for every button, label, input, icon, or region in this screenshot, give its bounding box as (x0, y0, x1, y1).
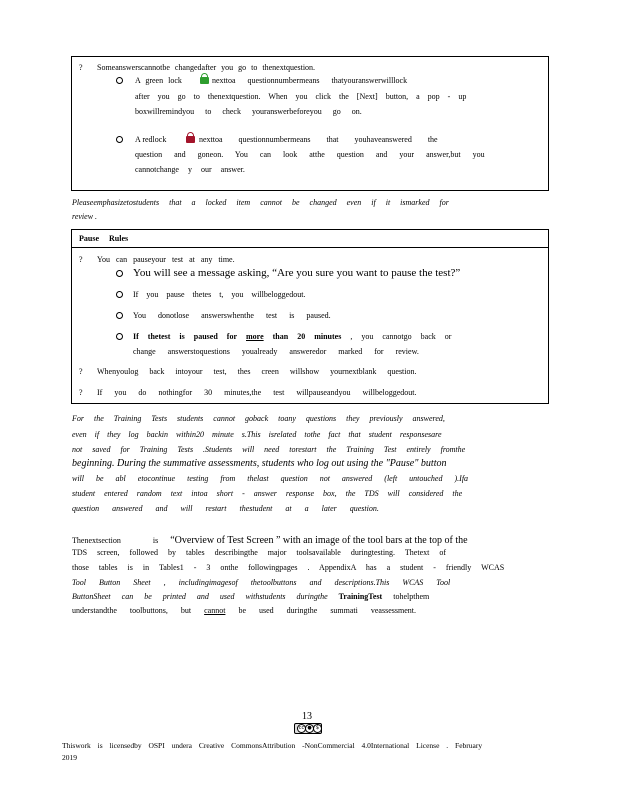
emphasis-note-line2: review . (72, 212, 98, 221)
circle-bullet-icon (116, 136, 123, 143)
emphasis-note-line1: Pleaseemphasizetostudents that a locked item cannot be changed even if it ismarked for (72, 198, 449, 207)
next-line5 (72, 591, 429, 602)
next-line5-bold: TrainingTest (338, 592, 383, 601)
green-lock-line1b: nexttoa questionnumbermeans thatyouranswerwilllock (212, 76, 408, 85)
pause-item3: If you do nothingfor 30 minutes,the test willpauseandyou willbeloggedout. (97, 388, 417, 397)
circle-bullet-icon (116, 333, 123, 340)
pause-sub3: You donotlose answerswhenthe test is paused. (133, 311, 331, 320)
green-lock-line2: after you go to thenextquestion. When you click the [Next] button, a pop - up (135, 92, 467, 101)
next-line1 (72, 530, 468, 548)
next-line1a: Thenextsection is (72, 536, 159, 545)
page-number: 13 (302, 711, 312, 722)
red-lock-line1a: A redlock (135, 135, 167, 144)
pause-sub4-bold-a: If thetest is paused for (133, 332, 237, 341)
green-lock-line1a: A green lock (135, 76, 182, 85)
license-text: Thiswork is licensedby OSPI undera Creative CommonsAttribution -NonCommercial 4.0International License . February (62, 741, 483, 750)
pause-sub4-rest: , you cannotgo back or (350, 332, 452, 341)
pause-item2: Whenyoulog back intoyour test, thes creen willshow yournextblank question. (97, 367, 417, 376)
pause-sub1: You will see a message asking, “Are you sure you want to pause the test?” (133, 267, 461, 279)
next-line6b: be used duringthe summati veassessment. (238, 606, 416, 615)
red-lock-line1b: nexttoa questionnumbermeans that youhaveanswered the (199, 135, 438, 144)
green-lock-line3: boxwillremindyou to check youranswerbeforeyou go on. (135, 107, 362, 116)
circle-bullet-icon (116, 270, 123, 277)
circle-bullet-icon (116, 77, 123, 84)
pause-sub4-underline: more (246, 332, 264, 341)
license-year: 2019 (62, 753, 77, 762)
next-line5c: tohelpthem (393, 592, 430, 601)
green-lock-icon (200, 73, 209, 84)
next-line1b: “Overview of Test Screen ” with an image of the tool bars at the top of the (170, 535, 468, 546)
training-line7: question answered and will restart thestudent at a later question. (72, 504, 379, 513)
training-line5: will be abl etocontinue testing from thelast question not answered (left untouched ).Ifa (72, 474, 469, 483)
circle-bullet-icon (116, 291, 123, 298)
next-line6-underline: cannot (204, 606, 226, 615)
training-line1: For the Training Tests students cannot goback toany questions they previously answered, (72, 414, 445, 423)
training-line6: student entered random text intoa short - answer response box, the TDS will considered the (72, 489, 463, 498)
next-line6 (72, 605, 416, 616)
next-line3: those tables is in Tables1 - 3 onthe followingpages . AppendixA has a student - friendly WCAS (72, 563, 505, 572)
pause-sub2: If you pause thetes t, you willbeloggedout. (133, 290, 306, 299)
red-lock-icon (186, 132, 195, 143)
next-line2: TDS screen, followed by tables describingthe major toolsavailable duringtesting. Thetext of (72, 548, 446, 557)
bullet-marker: ? (79, 367, 83, 376)
next-line6a: understandthe toolbuttons, but (72, 606, 192, 615)
pause-sub4-line2: change answerstoquestions youalready answeredor marked for review. (133, 347, 419, 356)
bullet-marker: ? (79, 63, 83, 72)
next-line5a: ButtonSheet can be printed and used withstudents duringthe (72, 592, 328, 601)
pause-item1: You can pauseyour test at any time. (97, 255, 235, 264)
next-line4: Tool Button Sheet , includingimagesof thetoolbuttons and descriptions.This WCAS Tool (72, 578, 451, 587)
training-line3: not saved for Training Tests .Students will need torestart the Training Test entirely fromthe (72, 445, 466, 454)
creative-commons-badge (294, 723, 322, 734)
pause-sub4-bold-b: than 20 minutes (272, 332, 342, 341)
red-lock-line3: cannotchange y our answer. (135, 165, 245, 174)
bullet-marker: ? (79, 388, 83, 397)
cc-nc-icon: $ (313, 724, 322, 733)
training-line2: even if they log backin within20 minute s.This isrelated tothe fact that student responsesare (72, 430, 442, 439)
bullet-marker: ? (79, 255, 83, 264)
red-lock-line2: question and goneon. You can look atthe question and your answer,but you (135, 150, 485, 159)
cc-icon: cc (298, 725, 305, 731)
box1-intro: Someanswerscannotbe changedafter you go to thenextquestion. (97, 63, 316, 72)
pause-sub4 (133, 331, 451, 342)
cc-by-icon: ● (305, 724, 314, 733)
pause-rules-heading: Pause Rules (79, 234, 129, 243)
circle-bullet-icon (116, 312, 123, 319)
pause-rules-divider (72, 247, 548, 248)
training-line4: beginning. During the summative assessments, students who log out using the "Pause" button (72, 458, 447, 469)
